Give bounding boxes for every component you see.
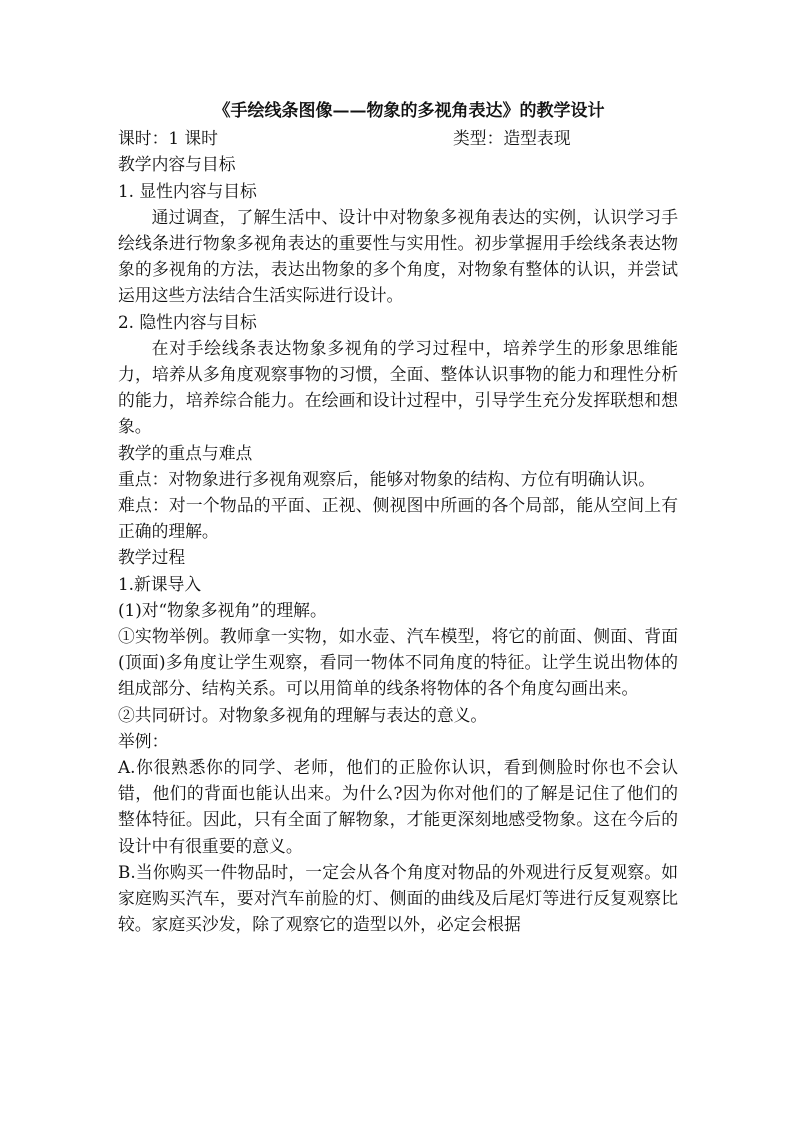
subheading-implicit: 2. 隐性内容与目标 <box>118 311 257 332</box>
lesson-type: 类型：造型表现 <box>453 128 571 149</box>
section-heading-process: 教学过程 <box>118 547 186 568</box>
paragraph-key-point: 重点：对物象进行多视角观察后，能够对物象的结构、方位有明确认识。 <box>118 468 656 489</box>
paragraph-joint-discussion: ②共同研讨。对物象多视角的理解与表达的意义。 <box>118 704 488 725</box>
lesson-hours: 课时：1 课时 <box>118 128 218 149</box>
example-heading: 举例： <box>118 730 169 751</box>
paragraph-example-b: B.当你购买一件物品时，一定会从各个角度对物品的外观进行反复观察。如家庭购买汽车，要对汽车前脸的灯、侧面的曲线及后尾灯等进行反复观察比较。家庭买沙发，除了观察它的造型以外，必定会根据 <box>118 861 678 935</box>
paragraph-implicit-goals: 在对手绘线条表达物象多视角的学习过程中，培养学生的形象思维能力，培养从多角度观察事物的习惯，全面、整体认识事物的能力和理性分析的能力，培养综合能力。在绘画和设计过程中，引导学生充分发挥联想和想象。 <box>118 337 678 437</box>
document-title: 《手绘线条图像——物象的多视角表达》的教学设计 <box>213 101 605 121</box>
subheading-explicit: 1. 显性内容与目标 <box>118 180 257 201</box>
paragraph-object-example: ①实物举例。教师拿一实物，如水壶、汽车模型，将它的前面、侧面、背面(顶面)多角度让学生观察，看同一物体不同角度的特征。让学生说出物体的组成部分、结构关系。可以用简单的线条将物体的各个角度勾画出来。 <box>118 626 678 699</box>
section-heading-content-goals: 教学内容与目标 <box>118 154 236 175</box>
paragraph-explicit-goals: 通过调查，了解生活中、设计中对物象多视角表达的实例，认识学习手绘线条进行物象多视角表达的重要性与实用性。初步掌握用手绘线条表达物象的多视角的方法，表达出物象的多个角度，对物象有整体的认识，并尝试运用这些方法结合生活实际进行设计。 <box>118 206 678 306</box>
step-item-understanding: (1)对“物象多视角”的理解。 <box>118 599 327 620</box>
section-heading-key-points: 教学的重点与难点 <box>118 442 253 463</box>
paragraph-example-a: A.你很熟悉你的同学、老师，他们的正脸你认识，看到侧脸时你也不会认错，他们的背面也能认出来。为什么?因为你对他们的了解是记住了他们的整体特征。因此，只有全面了解物象，才能更深刻地感受物象。这在今后的设计中有很重要的意义。 <box>118 757 678 856</box>
document-page <box>118 98 678 937</box>
meta-row <box>118 125 678 151</box>
step-heading-intro: 1.新课导入 <box>118 573 202 594</box>
paragraph-difficult-point: 难点：对一个物品的平面、正视、侧视图中所画的各个局部，能从空间上有正确的理解。 <box>118 495 678 542</box>
